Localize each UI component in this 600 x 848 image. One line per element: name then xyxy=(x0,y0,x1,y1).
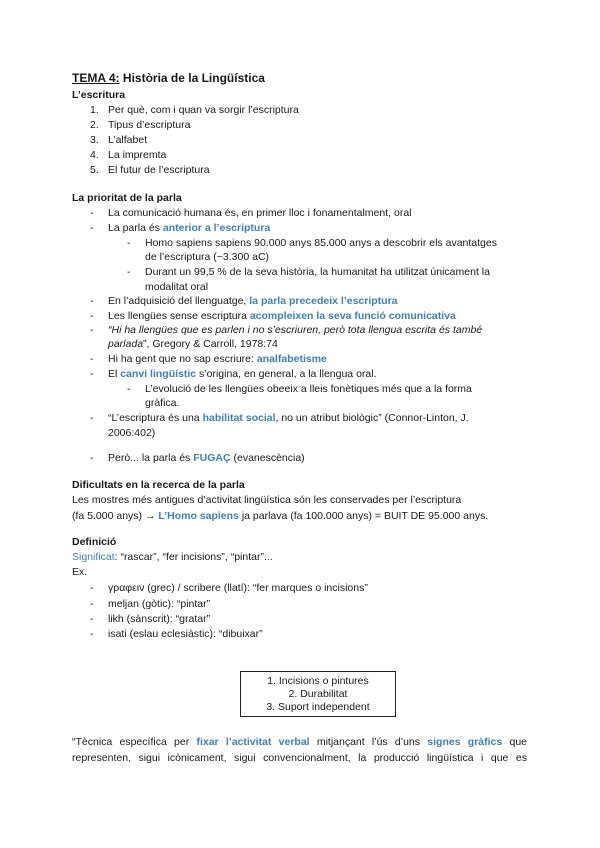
bullet: - xyxy=(90,598,94,610)
bullet: - xyxy=(90,310,94,322)
highlight: signes gràfics xyxy=(427,736,503,748)
heading-escritura: L’escritura xyxy=(72,89,126,101)
text: s’origina, en general, a la llengua oral. xyxy=(196,368,377,380)
sub-list-item: L’evolució de les llengües obeeix a lleis fonètiques més que a la forma xyxy=(145,383,472,395)
sub-bullet: - xyxy=(127,383,131,395)
bullet: - xyxy=(90,613,94,625)
paragraph-line xyxy=(72,550,273,565)
sub-list-item: gràfica. xyxy=(145,397,180,409)
list-item: isati (eslau eclesiàstic): “dibuixar” xyxy=(108,628,263,640)
paragraph-line: Les mostres més antigues d’activitat lingüística són les conservades per l’escriptura xyxy=(72,494,462,506)
bullet: - xyxy=(90,324,94,336)
sub-list-item: de l’escriptura (~3.300 aC) xyxy=(145,251,270,263)
bullet: - xyxy=(90,222,94,234)
text: ja parlava (fa 100.000 anys) = BUIT DE 95.000 anys. xyxy=(238,510,489,522)
text: En l’adquisició del llenguatge, xyxy=(108,295,250,307)
list-item: L’alfabet xyxy=(108,134,148,146)
list-item xyxy=(108,221,270,236)
significat-label: Significat xyxy=(72,551,115,563)
box-line: 2. Durabilitat xyxy=(288,688,348,700)
quote-line xyxy=(108,337,278,352)
heading-dificultats: Dificultats en la recerca de la parla xyxy=(72,479,245,491)
bullet: - xyxy=(90,628,94,640)
list-item xyxy=(108,352,327,367)
definition-line xyxy=(72,735,527,750)
highlight: FUGAÇ xyxy=(193,452,231,464)
box-line: 3. Suport independent xyxy=(266,701,370,713)
title-text: Història de la Lingüística xyxy=(119,71,265,85)
list-item: La impremta xyxy=(108,149,167,161)
sub-bullet: - xyxy=(127,266,131,278)
list-item: γραφειν (grec) / scribere (llatí): “fer marques o incisions” xyxy=(108,582,368,594)
bullet: - xyxy=(90,295,94,307)
highlight: fixar l’activitat verbal xyxy=(196,736,310,748)
quote-text: “Hi ha llengües que es parlen i no s’escriuren, però tota llengua escrita és també xyxy=(108,324,483,336)
text: El xyxy=(108,368,121,380)
bullet: - xyxy=(90,368,94,380)
paragraph-line: Ex. xyxy=(72,566,88,578)
bullet: - xyxy=(90,207,94,219)
sub-bullet: - xyxy=(127,237,131,249)
highlight: habilitat social xyxy=(202,412,276,424)
bullet: - xyxy=(90,353,94,365)
list-item xyxy=(108,451,305,466)
text: (evanescència) xyxy=(230,452,305,464)
text: Les llengües sense escriptura xyxy=(108,310,250,322)
list-item: El futur de l’escriptura xyxy=(108,164,210,176)
text: Però... la parla és xyxy=(108,452,194,464)
list-item: 2006:402) xyxy=(108,427,156,439)
page-title xyxy=(72,71,265,86)
highlight: L’Homo sapiens xyxy=(158,510,239,522)
text: “Tècnica específica per xyxy=(72,736,197,748)
heading-prioritat: La prioritat de la parla xyxy=(72,192,182,204)
highlight: la parla precedeix l’escriptura xyxy=(249,295,398,307)
title-prefix: TEMA 4: xyxy=(72,71,120,85)
definition-line: representen, sigui icònicament, sigui convencionalment, la producció lingüística i que es xyxy=(72,752,527,764)
list-item: likh (sànscrit): “gratar” xyxy=(108,613,211,625)
bullet: - xyxy=(90,412,94,424)
paragraph-line xyxy=(72,509,488,524)
bullet: - xyxy=(90,452,94,464)
highlight: acompleixen la seva funció comunicativa xyxy=(249,310,456,322)
highlight: canvi lingüístic xyxy=(120,368,197,380)
sub-list-item: Durant un 99,5 % de la seva història, la humanitat ha utilitzat únicament la xyxy=(145,266,490,278)
list-item xyxy=(108,411,469,426)
bullet: - xyxy=(90,582,94,594)
text: La parla és xyxy=(108,222,163,234)
list-item xyxy=(108,294,398,309)
list-item-num: 2. xyxy=(90,119,99,131)
text: “L’escriptura és una xyxy=(108,412,203,424)
quote-text: parlada xyxy=(108,338,144,350)
box-line: 1. Incisions o pintures xyxy=(267,675,369,687)
text: Hi ha gent que no sap escriure: xyxy=(108,353,257,365)
list-item: Per què, com i quan va sorgir l’escriptura xyxy=(108,104,299,116)
list-item-num: 1. xyxy=(90,104,99,116)
features-box xyxy=(240,671,396,717)
list-item xyxy=(108,309,456,324)
sub-list-item: Homo sapiens sapiens 90.000 anys 85.000 anys a descobrir els avantatges xyxy=(145,237,497,249)
text: , no un atribut biològic” (Connor-Linton, J. xyxy=(275,412,469,424)
text: (fa 5.000 anys) → xyxy=(72,510,159,522)
list-item-num: 4. xyxy=(90,149,99,161)
list-item: Tipus d’escriptura xyxy=(108,119,191,131)
highlight: analfabetisme xyxy=(256,353,327,365)
text: : “rascar”, “fer incisions”, “pintar”... xyxy=(114,551,273,563)
list-item: meljan (gòtic): “pintar” xyxy=(108,598,211,610)
sub-list-item: modalitat oral xyxy=(145,281,209,293)
quote-line xyxy=(108,323,482,338)
text: que xyxy=(502,736,527,748)
text: mitjançant l’ús d’uns xyxy=(309,736,428,748)
citation: ”, Gregory & Carroll, 1978:74 xyxy=(143,338,278,350)
highlight: anterior a l’escriptura xyxy=(162,222,271,234)
list-item: La comunicació humana és, en primer lloc i fonamentalment, oral xyxy=(108,207,412,219)
list-item-num: 5. xyxy=(90,164,99,176)
list-item xyxy=(108,367,377,382)
heading-definicio: Definició xyxy=(72,536,117,548)
list-item-num: 3. xyxy=(90,134,99,146)
